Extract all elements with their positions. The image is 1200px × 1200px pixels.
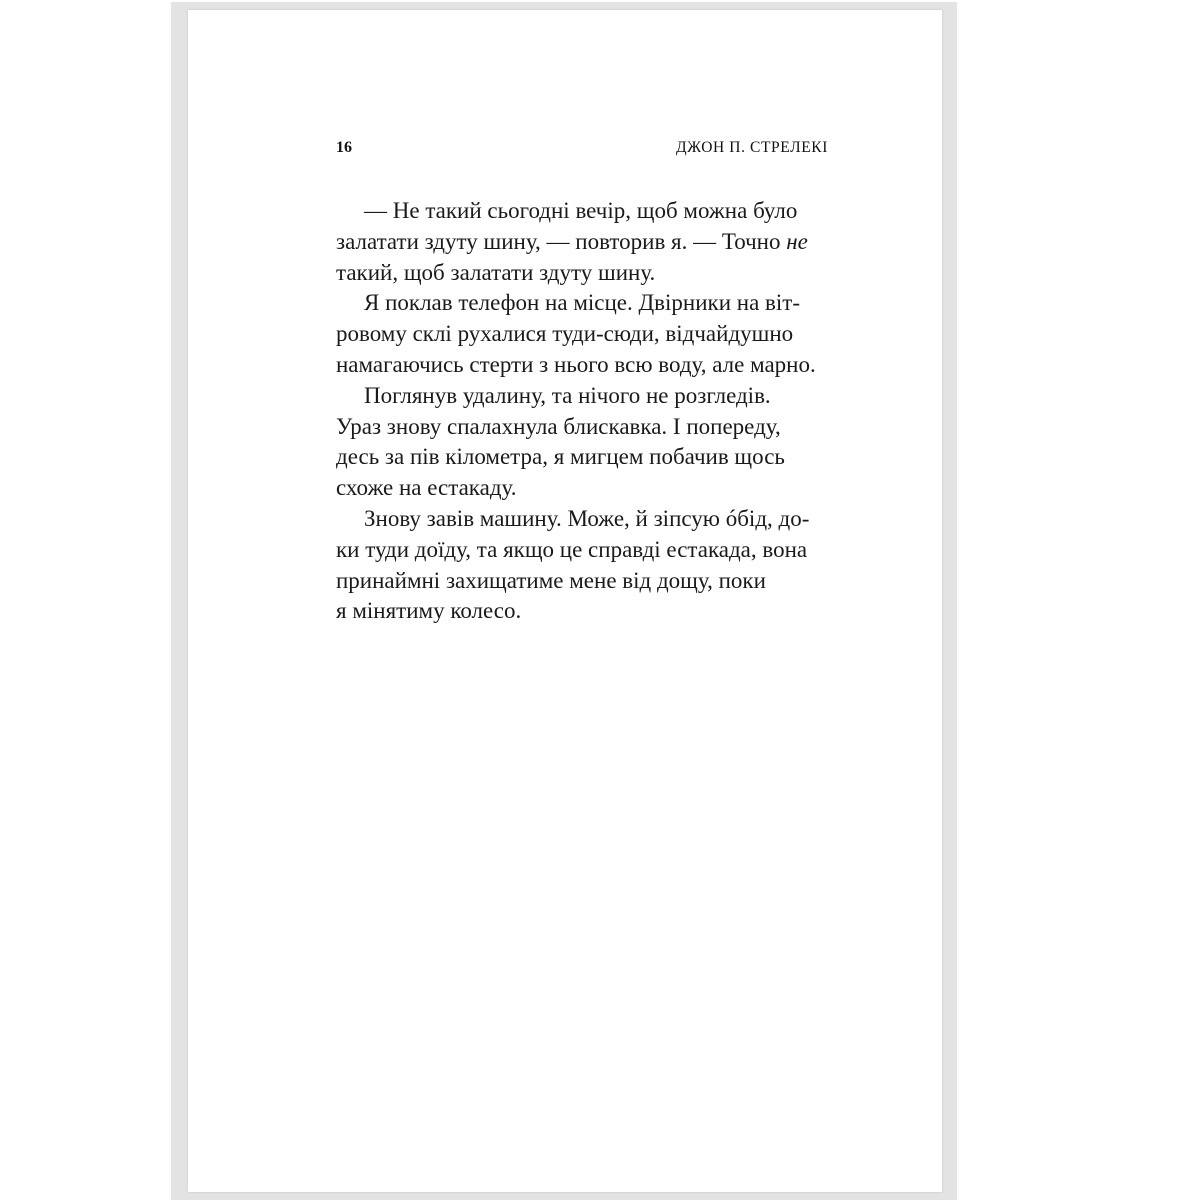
text-line: Знову завів машину. Може, й зіпсую óбід, до-: [364, 505, 810, 531]
text-line: Я поклав телефон на місце. Двірники на віт-: [364, 290, 801, 316]
text-line: Ураз знову спалахнула блискавка. І попереду,: [336, 413, 781, 439]
paragraph-3: [336, 381, 832, 504]
text-line: намагаючись стерти з нього всю воду, але марно.: [336, 351, 816, 377]
text-line: такий, щоб залатати здуту шину.: [336, 259, 656, 285]
text-line: Поглянув удалину, та нічого не розгледів.: [364, 382, 771, 408]
paragraph-2: [336, 288, 832, 380]
text-line: [336, 227, 832, 258]
text-line-segment: залатати здуту шину, — повторив я. — Точно: [336, 228, 781, 254]
text-line: ки туди доїду, та якщо це справді естакада, вона: [336, 536, 808, 562]
text-line: принаймні захищатиме мене від дощу, поки: [336, 567, 766, 593]
page-number: 16: [336, 139, 352, 156]
text-line: ровому склі рухалися туди-сюди, відчайдушно: [336, 321, 794, 347]
text-line: я мінятиму колесо.: [336, 598, 522, 624]
text-line: схоже на естакаду.: [336, 475, 517, 501]
running-header: [336, 136, 828, 160]
book-page: [188, 10, 942, 1192]
body-text: [336, 196, 832, 627]
emphasis-word: не: [786, 228, 808, 254]
text-line: десь за пів кілометра, я мигцем побачив щось: [336, 444, 785, 470]
text-line: — Не такий сьогодні вечір, щоб можна було: [364, 198, 798, 223]
author-name: ДЖОН П. СТРЕЛЕКІ: [675, 139, 828, 156]
paragraph-4: [336, 504, 832, 627]
paragraph-1: [336, 196, 832, 288]
